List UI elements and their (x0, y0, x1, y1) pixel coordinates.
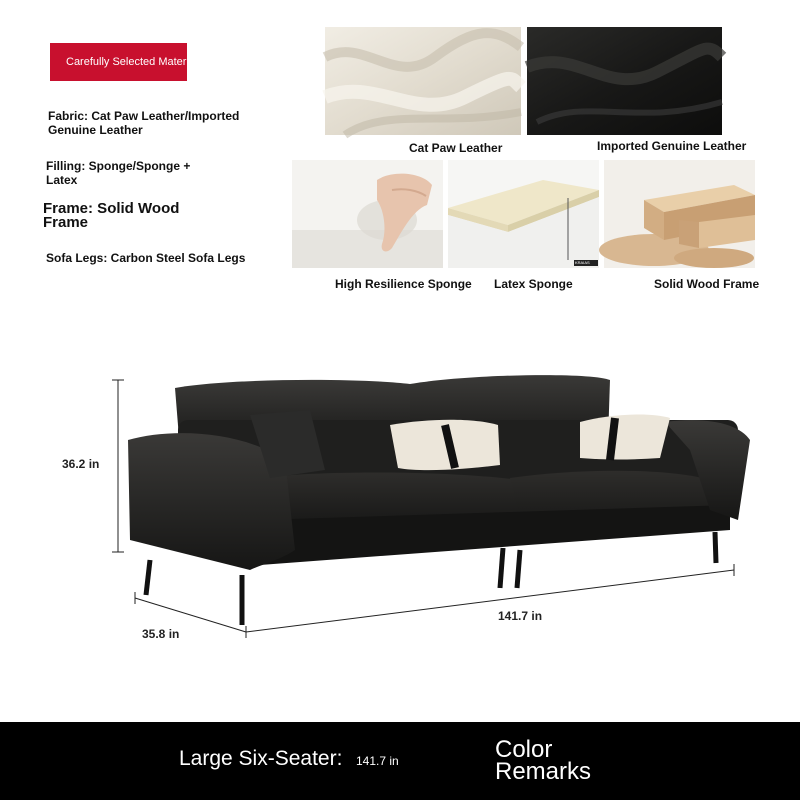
footer-color-line2: Remarks (495, 758, 592, 785)
footer-bar (0, 722, 800, 800)
caption-cat-paw-leather: Cat Paw Leather (409, 141, 503, 155)
spec-filling: Filling: Sponge/Sponge + Latex (46, 159, 191, 187)
spec-legs: Sofa Legs: Carbon Steel Sofa Legs (46, 251, 246, 265)
footer-color-line1: Color (495, 736, 553, 763)
width-dimension-label: 141.7 in (498, 609, 543, 623)
caption-wood: Solid Wood Frame (654, 277, 760, 291)
spec-fabric: Fabric: Cat Paw Leather/Imported Genuine Leather (48, 109, 240, 137)
footer-model-label: Large Six-Seater: (179, 747, 343, 770)
spec-frame: Frame: Solid Wood Frame (43, 200, 180, 231)
footer-color-remarks (495, 736, 592, 785)
footer-model-value: 141.7 in (356, 754, 399, 768)
depth-dimension-label: 35.8 in (142, 627, 180, 641)
caption-latex: Latex Sponge (494, 277, 573, 291)
materials-badge: Carefully Selected Materials (50, 43, 187, 81)
height-dimension-label: 36.2 in (62, 457, 100, 471)
caption-sponge: High Resilience Sponge (335, 277, 472, 291)
latex-tag: KRAIAS (575, 260, 590, 265)
caption-imported-leather: Imported Genuine Leather (597, 139, 747, 153)
